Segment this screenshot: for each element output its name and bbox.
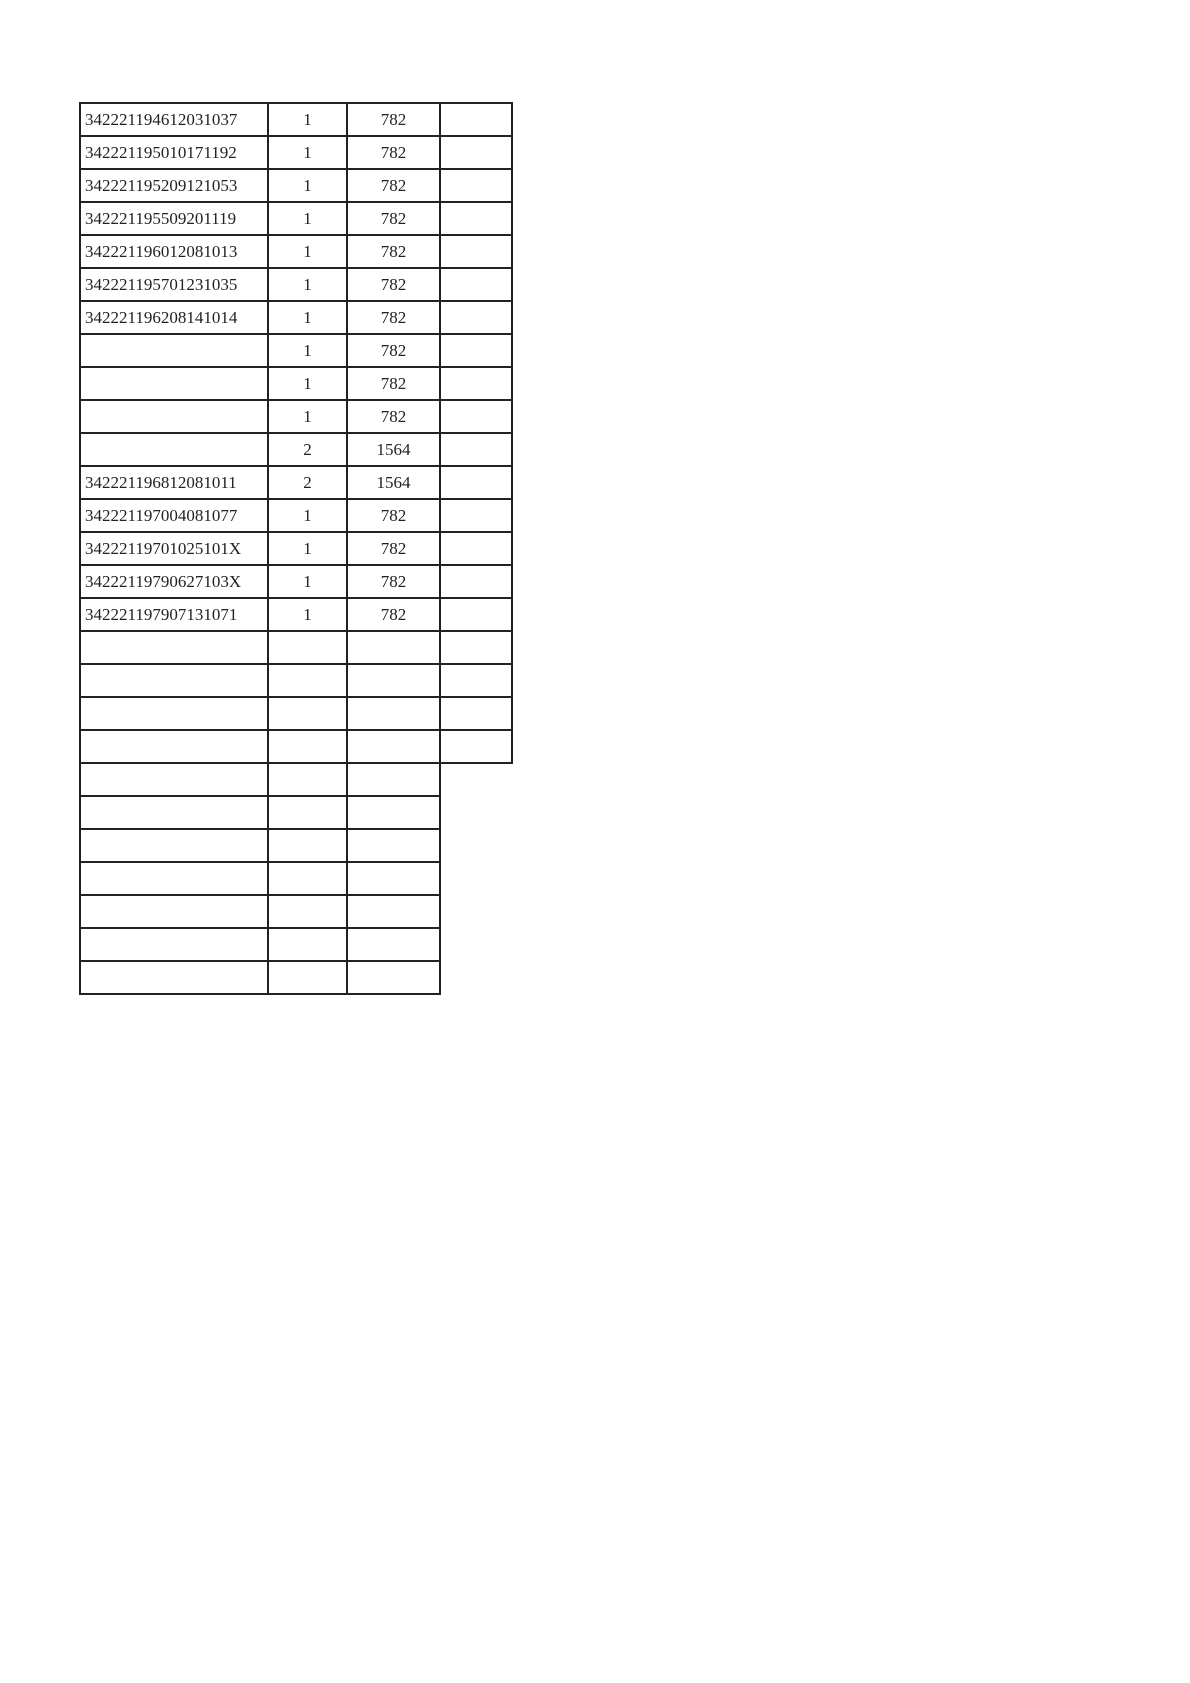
id-number-cell [80, 763, 268, 796]
amount-cell [347, 664, 440, 697]
table-row [80, 268, 512, 301]
table-row [80, 532, 512, 565]
amount-cell [347, 697, 440, 730]
table-row [80, 664, 512, 697]
empty-cell [440, 862, 512, 895]
table-row [80, 103, 512, 136]
id-number-cell [80, 400, 268, 433]
amount-cell [347, 862, 440, 895]
id-number-cell: 34222119790627103X [80, 565, 268, 598]
id-number-cell: 342221194612031037 [80, 103, 268, 136]
empty-cell [440, 697, 512, 730]
empty-cell [440, 136, 512, 169]
empty-cell [440, 763, 512, 796]
id-number-cell [80, 367, 268, 400]
count-cell: 1 [268, 103, 347, 136]
id-number-cell [80, 895, 268, 928]
count-cell: 1 [268, 235, 347, 268]
amount-cell: 782 [347, 400, 440, 433]
count-cell: 1 [268, 301, 347, 334]
table-row [80, 235, 512, 268]
table-row [80, 565, 512, 598]
spreadsheet-table [79, 102, 513, 995]
empty-cell [440, 235, 512, 268]
id-number-cell: 342221197004081077 [80, 499, 268, 532]
empty-cell [440, 169, 512, 202]
count-cell: 2 [268, 466, 347, 499]
table-row [80, 961, 512, 994]
table-row [80, 862, 512, 895]
amount-cell: 782 [347, 565, 440, 598]
count-cell: 1 [268, 367, 347, 400]
table-row [80, 169, 512, 202]
id-number-cell: 342221196012081013 [80, 235, 268, 268]
amount-cell [347, 928, 440, 961]
count-cell: 1 [268, 202, 347, 235]
id-number-cell [80, 334, 268, 367]
amount-cell [347, 796, 440, 829]
empty-cell [440, 301, 512, 334]
amount-cell: 1564 [347, 466, 440, 499]
id-number-cell: 342221196812081011 [80, 466, 268, 499]
count-cell [268, 664, 347, 697]
table-row [80, 829, 512, 862]
empty-cell [440, 895, 512, 928]
id-number-cell: 342221195209121053 [80, 169, 268, 202]
amount-cell [347, 730, 440, 763]
table-row [80, 928, 512, 961]
id-number-cell [80, 433, 268, 466]
empty-cell [440, 268, 512, 301]
empty-cell [440, 961, 512, 994]
count-cell: 1 [268, 400, 347, 433]
count-cell: 1 [268, 499, 347, 532]
amount-cell: 782 [347, 532, 440, 565]
count-cell [268, 763, 347, 796]
table-row [80, 301, 512, 334]
amount-cell [347, 829, 440, 862]
empty-cell [440, 400, 512, 433]
count-cell [268, 862, 347, 895]
table-row [80, 367, 512, 400]
count-cell [268, 730, 347, 763]
amount-cell: 782 [347, 136, 440, 169]
table-row [80, 400, 512, 433]
id-number-cell [80, 631, 268, 664]
count-cell: 1 [268, 268, 347, 301]
amount-cell: 782 [347, 334, 440, 367]
amount-cell: 782 [347, 235, 440, 268]
empty-cell [440, 631, 512, 664]
amount-cell [347, 763, 440, 796]
table-row [80, 499, 512, 532]
amount-cell: 782 [347, 499, 440, 532]
table-body [80, 103, 512, 994]
table-row [80, 136, 512, 169]
table-row [80, 334, 512, 367]
id-number-cell: 342221195701231035 [80, 268, 268, 301]
amount-cell: 782 [347, 598, 440, 631]
table-row [80, 895, 512, 928]
table-row [80, 433, 512, 466]
empty-cell [440, 433, 512, 466]
empty-cell [440, 730, 512, 763]
amount-cell [347, 631, 440, 664]
id-number-cell [80, 664, 268, 697]
empty-cell [440, 334, 512, 367]
empty-cell [440, 598, 512, 631]
id-number-cell: 342221195509201119 [80, 202, 268, 235]
empty-cell [440, 103, 512, 136]
empty-cell [440, 565, 512, 598]
count-cell: 1 [268, 598, 347, 631]
amount-cell: 782 [347, 367, 440, 400]
amount-cell: 782 [347, 103, 440, 136]
count-cell [268, 895, 347, 928]
table-row [80, 598, 512, 631]
amount-cell: 782 [347, 169, 440, 202]
empty-cell [440, 928, 512, 961]
id-number-cell [80, 730, 268, 763]
amount-cell: 782 [347, 202, 440, 235]
id-number-cell: 342221195010171192 [80, 136, 268, 169]
empty-cell [440, 829, 512, 862]
count-cell [268, 928, 347, 961]
empty-cell [440, 466, 512, 499]
empty-cell [440, 532, 512, 565]
count-cell: 1 [268, 532, 347, 565]
empty-cell [440, 664, 512, 697]
id-number-cell [80, 829, 268, 862]
id-number-cell [80, 961, 268, 994]
id-number-cell [80, 862, 268, 895]
empty-cell [440, 367, 512, 400]
table-row [80, 466, 512, 499]
id-number-cell: 342221197907131071 [80, 598, 268, 631]
count-cell: 1 [268, 334, 347, 367]
amount-cell: 1564 [347, 433, 440, 466]
amount-cell [347, 895, 440, 928]
id-number-cell: 34222119701025101X [80, 532, 268, 565]
count-cell [268, 697, 347, 730]
table-row [80, 730, 512, 763]
count-cell: 1 [268, 136, 347, 169]
table-row [80, 697, 512, 730]
amount-cell [347, 961, 440, 994]
amount-cell: 782 [347, 301, 440, 334]
id-number-cell [80, 796, 268, 829]
count-cell: 2 [268, 433, 347, 466]
count-cell [268, 631, 347, 664]
empty-cell [440, 202, 512, 235]
amount-cell: 782 [347, 268, 440, 301]
count-cell [268, 796, 347, 829]
count-cell: 1 [268, 565, 347, 598]
count-cell [268, 961, 347, 994]
empty-cell [440, 499, 512, 532]
count-cell [268, 829, 347, 862]
empty-cell [440, 796, 512, 829]
id-number-cell [80, 697, 268, 730]
id-number-cell [80, 928, 268, 961]
id-number-cell: 342221196208141014 [80, 301, 268, 334]
table-row [80, 763, 512, 796]
table-row [80, 202, 512, 235]
table-row [80, 631, 512, 664]
table-row [80, 796, 512, 829]
count-cell: 1 [268, 169, 347, 202]
